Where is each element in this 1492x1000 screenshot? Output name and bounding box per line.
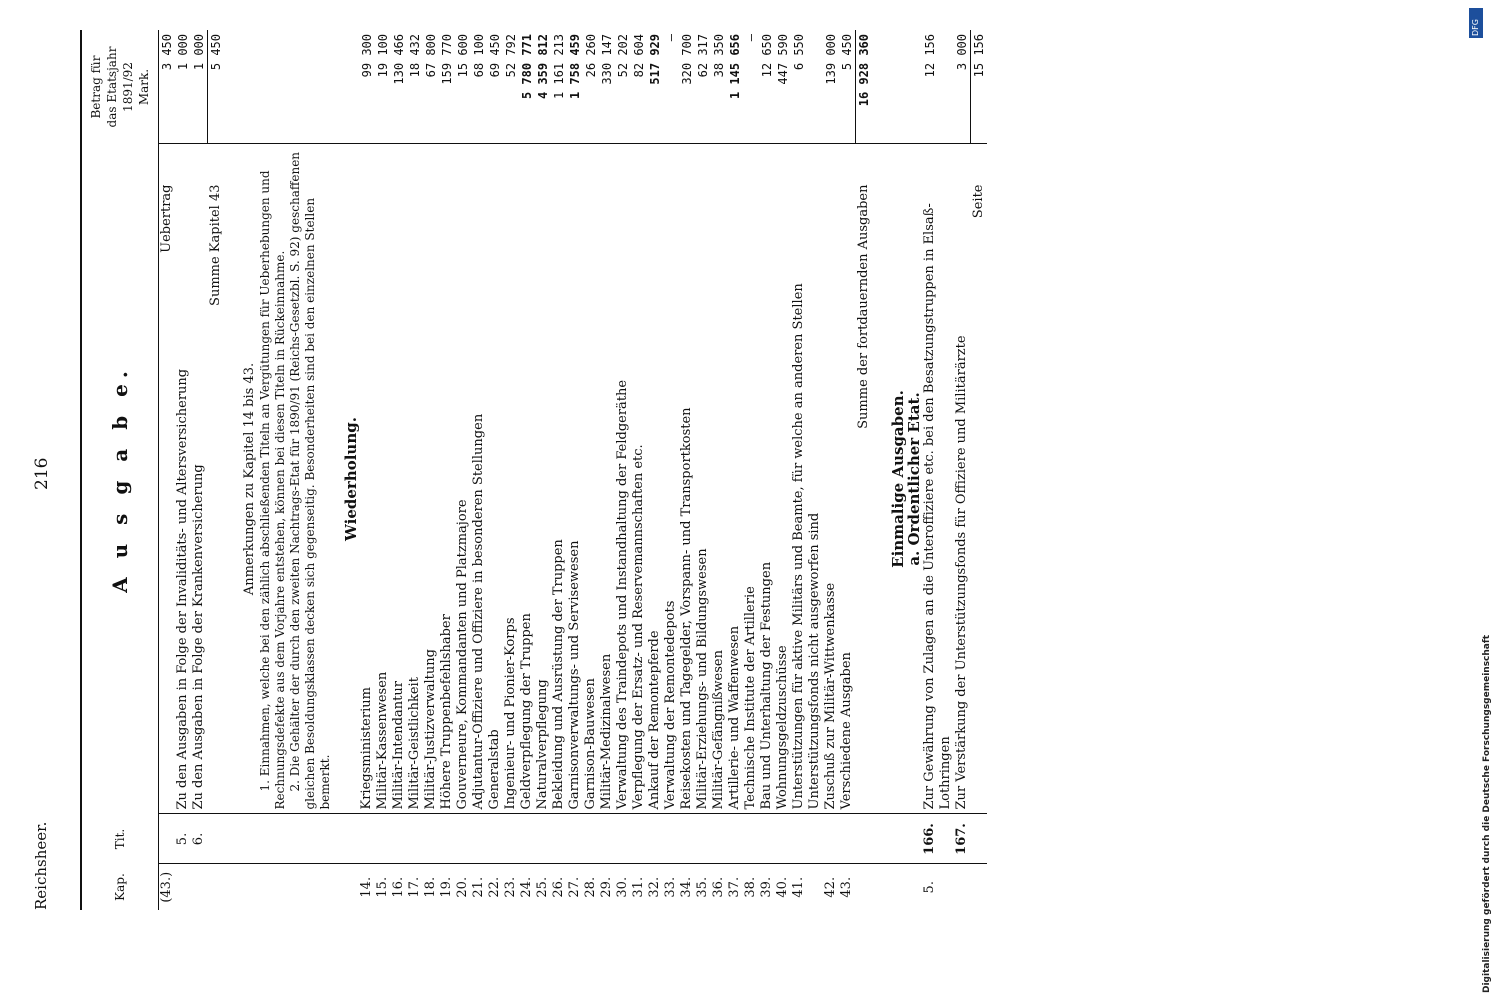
kap-cell: 30. xyxy=(615,864,631,910)
table-row xyxy=(175,30,191,910)
tit-cell xyxy=(599,814,615,864)
table-row xyxy=(599,30,615,910)
once-subheading-text: a. Ordentlicher Etat. xyxy=(906,144,922,814)
item-description: Militär-Kassenwesen xyxy=(375,144,391,814)
kap-cell: 38. xyxy=(743,864,759,910)
tit-cell xyxy=(615,814,631,864)
table-row xyxy=(208,30,225,910)
tit-cell xyxy=(839,814,856,864)
item-description: Kriegsministerium xyxy=(359,144,375,814)
item-description: Militär-Gefängnißwesen xyxy=(711,144,727,814)
recap-heading-text: Wiederholung. xyxy=(343,144,359,814)
table-row xyxy=(455,30,471,910)
item-description: Artillerie- und Waffenwesen xyxy=(727,144,743,814)
recap-heading xyxy=(343,30,359,910)
kap-cell xyxy=(971,864,988,910)
table-row xyxy=(407,30,423,910)
amount-cell: 12 650 xyxy=(759,30,775,144)
note-paragraph-text: 1. Einnahmen, welche bei den zählich abschließenden Titeln an Vergütungen für Ueberhebungen und Rechnungsdefekte aus dem Vorjahre entstehen, können bei diesen Titeln in Rückeinnahme. xyxy=(258,144,288,814)
tit-cell xyxy=(391,814,407,864)
table-row xyxy=(423,30,439,910)
amount-cell: 12 156 xyxy=(922,30,954,144)
amount-cell xyxy=(890,30,906,144)
table-row xyxy=(359,30,375,910)
tit-cell: 6. xyxy=(191,814,208,864)
item-description: Militär-Medizinalwesen xyxy=(599,144,615,814)
tit-cell xyxy=(567,814,583,864)
item-description: Generalstab xyxy=(487,144,503,814)
amount-cell: 320 700 xyxy=(679,30,695,144)
spacer-cell xyxy=(333,814,343,864)
tit-cell: 167. xyxy=(954,814,971,864)
amount-cell: 16 928 360 xyxy=(856,30,873,144)
amount-cell: 130 466 xyxy=(391,30,407,144)
amount-cell xyxy=(288,30,333,144)
amount-header-line: Betrag für xyxy=(89,55,103,119)
kap-cell: 36. xyxy=(711,864,727,910)
amount-cell: 330 147 xyxy=(599,30,615,144)
amount-cell: 5 450 xyxy=(839,30,856,144)
tit-cell xyxy=(663,814,679,864)
amount-cell: 447 590 xyxy=(775,30,791,144)
tit-cell xyxy=(375,814,391,864)
table-row xyxy=(583,30,599,910)
amount-header-line: Mark. xyxy=(137,68,151,106)
item-description: Zur Verstärkung der Unterstützungsfonds für Offiziere und Militärärzte xyxy=(954,144,971,814)
kap-cell: (43.) xyxy=(159,864,176,910)
note-paragraph xyxy=(258,30,288,910)
tit-cell xyxy=(343,814,359,864)
item-description: Naturalverpflegung xyxy=(535,144,551,814)
amount-cell xyxy=(343,30,359,144)
item-description: Summe Kapitel 43 xyxy=(208,144,225,814)
amount-cell: — xyxy=(743,30,759,144)
spacer-cell xyxy=(224,814,242,864)
tit-cell xyxy=(631,814,647,864)
table-row xyxy=(487,30,503,910)
page-total-text: Seite xyxy=(971,144,988,814)
amount-cell: 99 300 xyxy=(359,30,375,144)
table-row xyxy=(711,30,727,910)
table-row xyxy=(775,30,791,910)
tit-cell xyxy=(159,814,176,864)
item-description: Militär-Geistlichkeit xyxy=(407,144,423,814)
column-title-header: A u s g a b e. xyxy=(81,144,159,814)
tit-cell xyxy=(971,814,988,864)
table-row xyxy=(503,30,519,910)
item-description: Uebertrag xyxy=(159,144,176,814)
amount-cell: 15 600 xyxy=(455,30,471,144)
amount-cell: 4 359 812 xyxy=(535,30,551,144)
tit-cell xyxy=(407,814,423,864)
tit-cell xyxy=(359,814,375,864)
amount-cell: 3 450 xyxy=(159,30,176,144)
table-row xyxy=(191,30,208,910)
tit-cell xyxy=(535,814,551,864)
kap-cell: 29. xyxy=(599,864,615,910)
kap-cell: 41. xyxy=(791,864,823,910)
tit-cell xyxy=(695,814,711,864)
digitization-note: Digitalisierung gefördert durch die Deutsche Forschungsgemeinschaft xyxy=(1482,634,1492,993)
item-description: Ingenieur- und Pionier-Korps xyxy=(503,144,519,814)
amount-cell: 82 604 xyxy=(631,30,647,144)
kap-cell: 27. xyxy=(567,864,583,910)
notes-heading-text: Anmerkungen zu Kapitel 14 bis 43. xyxy=(242,144,258,814)
column-tit-header: Tit. xyxy=(81,814,159,864)
item-description: Verwaltung des Traindepots und Instandhaltung der Feldgeräthe xyxy=(615,144,631,814)
table-row xyxy=(791,30,823,910)
table-row xyxy=(567,30,583,910)
item-description: Militär-Intendantur xyxy=(391,144,407,814)
table-row xyxy=(954,30,971,910)
kap-cell xyxy=(175,864,191,910)
amount-cell: 5 780 771 xyxy=(519,30,535,144)
amount-cell: 3 000 xyxy=(954,30,971,144)
kap-cell xyxy=(906,864,922,910)
rotated-sheet xyxy=(20,30,1350,910)
item-description: Technische Institute der Artillerie xyxy=(743,144,759,814)
tit-cell xyxy=(423,814,439,864)
table-row xyxy=(471,30,487,910)
table-row xyxy=(647,30,663,910)
table-row xyxy=(727,30,743,910)
tit-cell xyxy=(791,814,823,864)
spacer-row xyxy=(224,30,242,910)
item-description: Unterstützungen für aktive Militärs und Beamte, für welche an anderen Stellen Unterstützungsfonds nicht ausgeworfen sind xyxy=(791,144,823,814)
tit-cell xyxy=(439,814,455,864)
kap-cell: 23. xyxy=(503,864,519,910)
item-description: Reisekosten und Tagegelder, Vorspann- und Transportkosten xyxy=(679,144,695,814)
table-row xyxy=(631,30,647,910)
kap-cell xyxy=(856,864,873,910)
spacer-cell xyxy=(872,864,890,910)
table-row xyxy=(839,30,856,910)
tit-cell xyxy=(890,814,906,864)
column-kap-header: Kap. xyxy=(81,864,159,910)
kap-cell: 15. xyxy=(375,864,391,910)
item-description: Gouverneure, Kommandanten und Platzmajore xyxy=(455,144,471,814)
amount-cell: 19 100 xyxy=(375,30,391,144)
table-row xyxy=(759,30,775,910)
table-row xyxy=(519,30,535,910)
item-description: Verwaltung der Remontedepots xyxy=(663,144,679,814)
tit-cell xyxy=(647,814,663,864)
amount-cell: 5 450 xyxy=(208,30,225,144)
amount-cell: 15 156 xyxy=(971,30,988,144)
tit-cell xyxy=(583,814,599,864)
amount-cell xyxy=(242,30,258,144)
item-description: Geldverpflegung der Truppen xyxy=(519,144,535,814)
item-description: Militär-Erziehungs- und Bildungswesen xyxy=(695,144,711,814)
once-heading-text: Einmalige Ausgaben. xyxy=(890,144,906,814)
spacer-cell xyxy=(872,30,890,144)
column-amount-header xyxy=(81,30,159,144)
kap-cell: 14. xyxy=(359,864,375,910)
kap-cell xyxy=(288,864,333,910)
kap-cell: 19. xyxy=(439,864,455,910)
table-row xyxy=(375,30,391,910)
amount-cell: 1 000 xyxy=(175,30,191,144)
tit-cell xyxy=(455,814,471,864)
table-row xyxy=(743,30,759,910)
kap-cell: 33. xyxy=(663,864,679,910)
item-description: Zu den Ausgaben in Folge der Krankenversicherung xyxy=(191,144,208,814)
table-row xyxy=(535,30,551,910)
tit-cell xyxy=(471,814,487,864)
tit-cell xyxy=(288,814,333,864)
amount-cell: 1 145 656 xyxy=(727,30,743,144)
tit-cell xyxy=(906,814,922,864)
kap-cell: 37. xyxy=(727,864,743,910)
kap-cell xyxy=(242,864,258,910)
kap-cell xyxy=(890,864,906,910)
kap-cell: 24. xyxy=(519,864,535,910)
tit-cell: 5. xyxy=(175,814,191,864)
tit-cell xyxy=(775,814,791,864)
kap-cell: 5. xyxy=(922,864,954,910)
kap-cell: 39. xyxy=(759,864,775,910)
amount-cell: 67 800 xyxy=(423,30,439,144)
kap-cell: 40. xyxy=(775,864,791,910)
page-total xyxy=(971,30,988,910)
budget-table xyxy=(80,30,987,910)
amount-cell: 1 000 xyxy=(191,30,208,144)
table-row xyxy=(551,30,567,910)
tit-cell xyxy=(242,814,258,864)
kap-cell: 16. xyxy=(391,864,407,910)
item-description: Zu den Ausgaben in Folge der Invaliditäts- und Altersversicherung xyxy=(175,144,191,814)
tit-cell xyxy=(258,814,288,864)
note-paragraph xyxy=(288,30,333,910)
tit-cell xyxy=(711,814,727,864)
kap-cell: 20. xyxy=(455,864,471,910)
kap-cell xyxy=(258,864,288,910)
amount-cell: 159 770 xyxy=(439,30,455,144)
note-paragraph-text: 2. Die Gehälter der durch den zweiten Nachtrags-Etat für 1890/91 (Reichs-Gesetzbl. S. 92) geschaffenen gleichen Besoldungsklassen decken sich gegenseitig. Besonderheiten sind bei den einzelnen Stellen bemerkt. xyxy=(288,144,333,814)
recap-total-text: Summe der fortdauernden Ausgaben xyxy=(856,144,873,814)
amount-cell: 18 432 xyxy=(407,30,423,144)
page-number: 216 xyxy=(32,457,52,490)
kap-cell: 42. xyxy=(823,864,839,910)
tit-cell xyxy=(503,814,519,864)
kap-cell: 35. xyxy=(695,864,711,910)
item-description: Zuschuß zur Militär-Wittwenkasse xyxy=(823,144,839,814)
spacer-cell xyxy=(224,144,242,814)
kap-cell: 17. xyxy=(407,864,423,910)
tit-cell xyxy=(743,814,759,864)
amount-cell: 52 792 xyxy=(503,30,519,144)
spacer-cell xyxy=(333,30,343,144)
table-row xyxy=(615,30,631,910)
table-row xyxy=(159,30,176,910)
spacer-cell xyxy=(224,864,242,910)
item-description: Bau und Unterhaltung der Festungen xyxy=(759,144,775,814)
amount-cell: 1 758 459 xyxy=(567,30,583,144)
item-description: Militär-Justizverwaltung xyxy=(423,144,439,814)
kap-cell: 28. xyxy=(583,864,599,910)
amount-cell: 517 929 xyxy=(647,30,663,144)
table-row xyxy=(663,30,679,910)
amount-cell: 139 000 xyxy=(823,30,839,144)
dfg-logo: DFG xyxy=(1469,8,1483,38)
spacer-cell xyxy=(333,864,343,910)
kap-cell: 26. xyxy=(551,864,567,910)
amount-cell xyxy=(906,30,922,144)
amount-cell: 38 350 xyxy=(711,30,727,144)
tit-cell xyxy=(551,814,567,864)
once-subheading xyxy=(906,30,922,910)
kap-cell: 31. xyxy=(631,864,647,910)
table-row xyxy=(391,30,407,910)
recap-total xyxy=(856,30,873,910)
amount-cell: 68 100 xyxy=(471,30,487,144)
kap-cell: 21. xyxy=(471,864,487,910)
once-heading xyxy=(890,30,906,910)
item-description: Wohnungsgeldzuschüsse xyxy=(775,144,791,814)
spacer-row xyxy=(872,30,890,910)
table-header-row xyxy=(81,30,159,910)
item-description: Adjutantur-Offiziere und Offiziere in besonderen Stellungen xyxy=(471,144,487,814)
table-row xyxy=(922,30,954,910)
item-description: Garnison-Bauwesen xyxy=(583,144,599,814)
item-description: Bekleidung und Ausrüstung der Truppen xyxy=(551,144,567,814)
table-row xyxy=(823,30,839,910)
table-body xyxy=(159,30,988,910)
notes-heading xyxy=(242,30,258,910)
amount-cell: 52 202 xyxy=(615,30,631,144)
item-description: Verschiedene Ausgaben xyxy=(839,144,856,814)
item-description: Zur Gewährung von Zulagen an die Unteroffiziere etc. bei den Besatzungstruppen in Elsaß-Lothringen xyxy=(922,144,954,814)
table-row xyxy=(679,30,695,910)
item-description: Höhere Truppenbefehlshaber xyxy=(439,144,455,814)
kap-cell: 18. xyxy=(423,864,439,910)
amount-cell: 62 317 xyxy=(695,30,711,144)
spacer-cell xyxy=(872,144,890,814)
amount-header-line: 1891/92 xyxy=(121,62,135,112)
kap-cell xyxy=(191,864,208,910)
table-row xyxy=(439,30,455,910)
table-row xyxy=(695,30,711,910)
tit-cell xyxy=(208,814,225,864)
tit-cell xyxy=(759,814,775,864)
tit-cell xyxy=(487,814,503,864)
item-description: Garnisonverwaltungs- und Servisewesen xyxy=(567,144,583,814)
kap-cell xyxy=(954,864,971,910)
kap-cell xyxy=(208,864,225,910)
amount-cell: — xyxy=(663,30,679,144)
tit-cell xyxy=(727,814,743,864)
kap-cell: 43. xyxy=(839,864,856,910)
kap-cell: 32. xyxy=(647,864,663,910)
item-description: Verpflegung der Ersatz- und Reservemannschaften etc. xyxy=(631,144,647,814)
kap-cell: 25. xyxy=(535,864,551,910)
tit-cell xyxy=(856,814,873,864)
amount-cell: 1 161 213 xyxy=(551,30,567,144)
tit-cell xyxy=(519,814,535,864)
tit-cell xyxy=(679,814,695,864)
item-description: Ankauf der Remontepferde xyxy=(647,144,663,814)
kap-cell xyxy=(343,864,359,910)
spacer-cell xyxy=(224,30,242,144)
amount-cell: 69 450 xyxy=(487,30,503,144)
amount-cell xyxy=(258,30,288,144)
running-head: Reichsheer. xyxy=(32,821,50,910)
tit-cell: 166. xyxy=(922,814,954,864)
kap-cell: 34. xyxy=(679,864,695,910)
amount-header-line: das Etatsjahr xyxy=(105,46,119,128)
kap-cell: 22. xyxy=(487,864,503,910)
spacer-cell xyxy=(872,814,890,864)
tit-cell xyxy=(823,814,839,864)
amount-cell: 26 260 xyxy=(583,30,599,144)
amount-cell: 6 550 xyxy=(791,30,823,144)
